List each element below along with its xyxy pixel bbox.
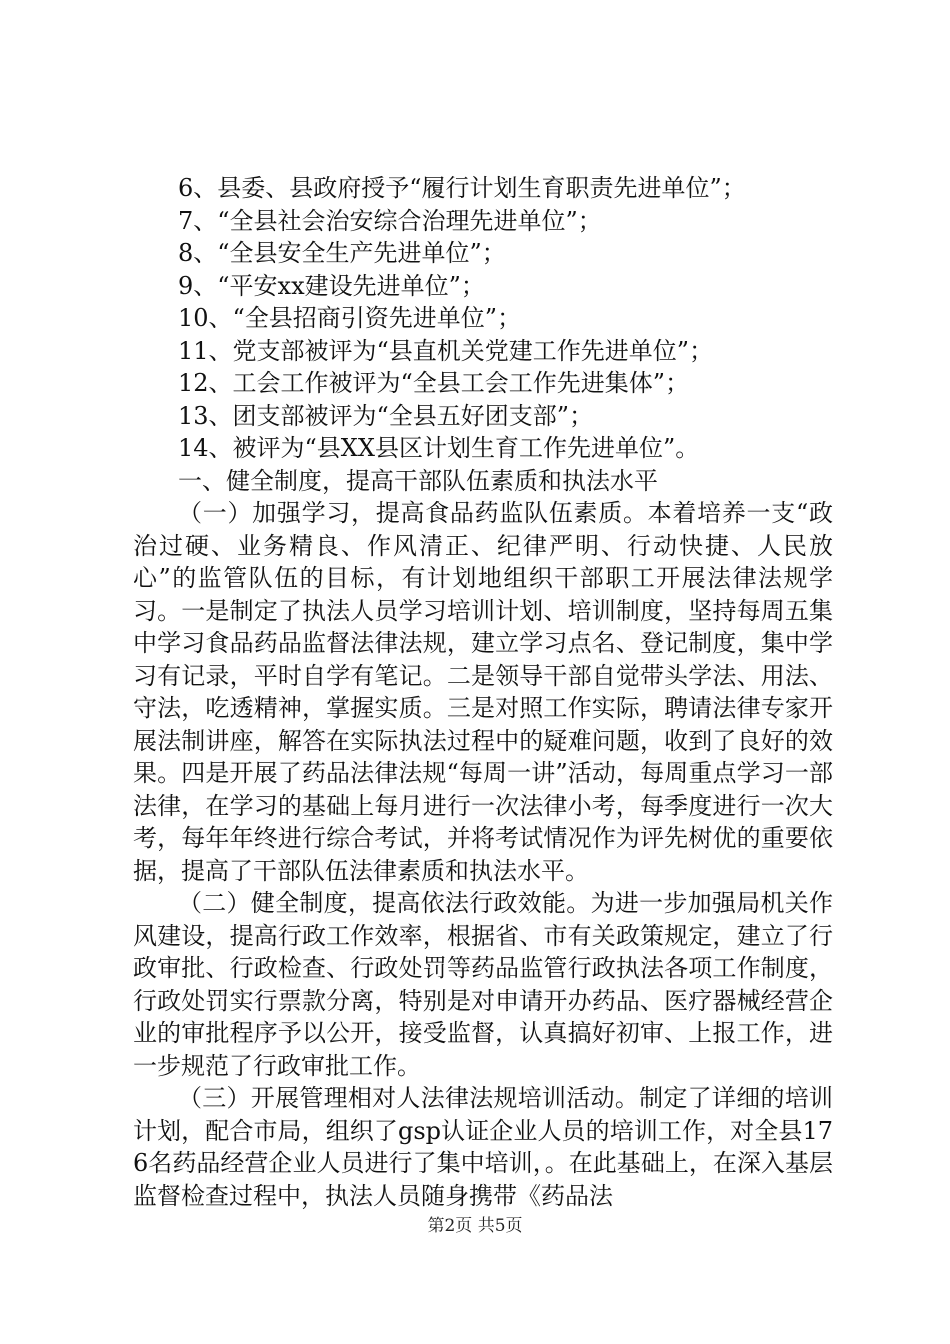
- honor-list-item: 9、“平安xx建设先进单位”；: [178, 271, 485, 300]
- honor-list-item: 13、团支部被评为“全县五好团支部”；: [178, 401, 594, 430]
- body-paragraph: （三）开展管理相对人法律法规培训活动。制定了详细的培训计划，配合市局，组织了gsp认证企业人员的培训工作，对全县176名药品经营企业人员进行了集中培训，。在此基础上，在深入基层监督检查过程中，执法人员随身携带《药品法: [133, 1084, 833, 1210]
- document-body: [133, 172, 833, 1212]
- honor-list-item: 14、被评为“县XX县区计划生育工作先进单位”。: [178, 434, 700, 462]
- honor-list-item: 10、“全县招商引资先进单位”；: [178, 304, 522, 332]
- honor-list-item: 8、“全县安全生产先进单位”；: [178, 239, 506, 267]
- honor-list-item: 6、县委、县政府授予“履行计划生育职责先进单位”；: [178, 174, 746, 202]
- body-paragraph: （一）加强学习，提高食品药监队伍素质。本着培养一支“政治过硬、业务精良、作风清正、纪律严明、行动快捷、人民放心”的监管队伍的目标，有计划地组织干部职工开展法律法规学习。一是制定了执法人员学习培训计划、培训制度，坚持每周五集中学习食品药品监督法律法规，建立学习点名、登记制度，集中学习有记录，平时自学有笔记。二是领导干部自觉带头学法、用法、守法，吃透精神，掌握实质。三是对照工作实际，聘请法律专家开展法制讲座，解答在实际执法过程中的疑难问题，收到了良好的效果。四是开展了药品法律法规“每周一讲”活动，每周重点学习一部法律，在学习的基础上每月进行一次法律小考，每季度进行一次大考，每年年终进行综合考试，并将考试情况作为评先树优的重要依据，提高了干部队伍法律素质和执法水平。: [133, 499, 833, 885]
- honor-list-item: 11、党支部被评为“县直机关党建工作先进单位”；: [178, 336, 714, 365]
- section-heading: 一、健全制度，提高干部队伍素质和执法水平: [178, 466, 658, 495]
- honor-list-item: 7、“全县社会治安综合治理先进单位”；: [178, 206, 602, 235]
- page-footer: 第2页 共5页: [427, 1216, 523, 1236]
- honor-list-item: 12、工会工作被评为“全县工会工作先进集体”；: [178, 369, 690, 397]
- body-paragraph: （二）健全制度，提高依法行政效能。为进一步加强局机关作风建设，提高行政工作效率，根据省、市有关政策规定，建立了行政审批、行政检查、行政处罚等药品监管行政执法各项工作制度，行政处罚实行票款分离，特别是对申请开办药品、医疗器械经营企业的审批程序予以公开，接受监督，认真搞好初审、上报工作，进一步规范了行政审批工作。: [133, 889, 833, 1080]
